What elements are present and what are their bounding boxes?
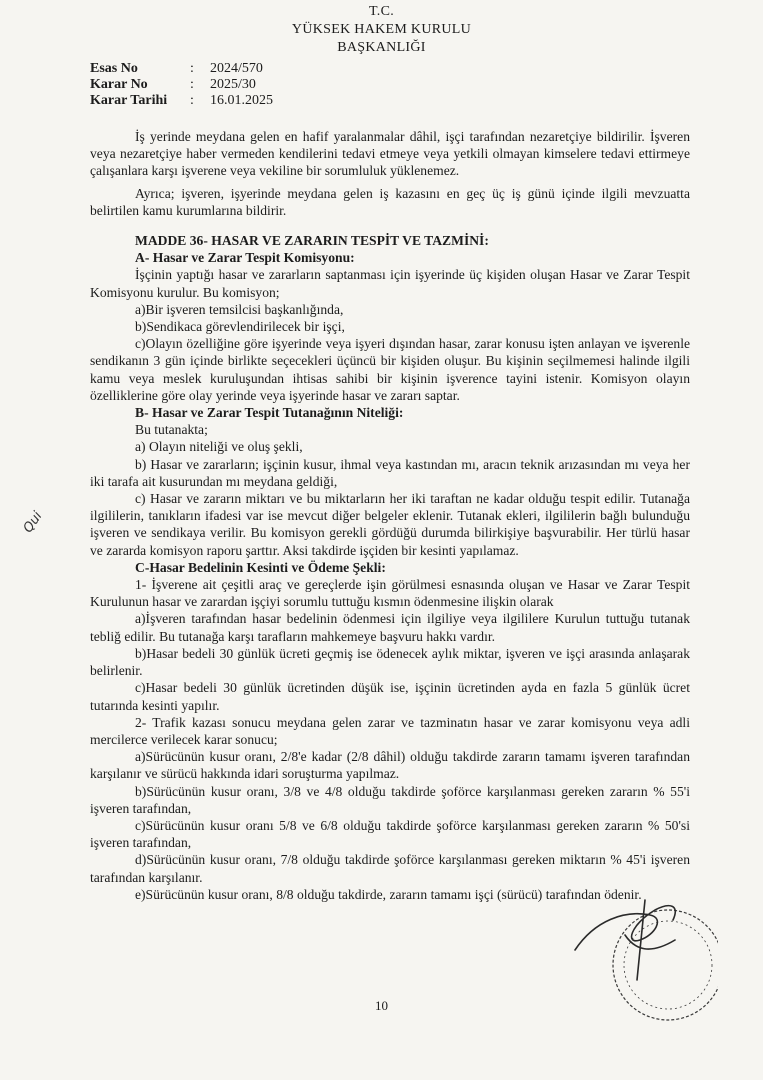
section-a-item-a: a)Bir işveren temsilcisi başkanlığında, — [135, 301, 344, 317]
handwritten-margin-note: Qui — [20, 509, 46, 536]
case-number-row — [90, 61, 273, 77]
case-number-value: 2024/570 — [210, 61, 263, 76]
section-c-item-2a: a)Sürücünün kusur oranı, 2/8'e kadar (2/8 dâhil) olduğu takdirde zararın tamamı işveren tarafından karşılanır ve sürücü hakkında idari soruşturma yapılmaz. — [90, 749, 690, 782]
decision-date-label: Karar Tarihi — [90, 93, 168, 108]
section-c-item-1c: c)Hasar bedeli 30 günlük ücretinden düşük ise, işçinin ücretinden ayda en fazla 5 günlük ücret tutarında kesinti yapılır. — [90, 680, 690, 713]
decision-number-value: 2025/30 — [210, 77, 256, 92]
section-b-item-a: a) Olayın niteliği ve oluş şekli, — [135, 439, 303, 455]
section-a-intro: İşçinin yaptığı hasar ve zararların saptanması için işyerinde üç kişiden oluşan Hasar ve Zarar Tespit Komisyonu kurulur. Bu komisyon; — [90, 267, 690, 300]
decision-date-colon: : — [190, 93, 194, 108]
case-number-colon: : — [190, 61, 194, 76]
section-c-item-1b: b)Hasar bedeli 30 günlük ücreti geçmiş ise ödenecek aylık miktar, işveren ve işçi arasında anlaşarak belirlenir. — [90, 645, 690, 679]
section-b-intro: Bu tutanakta; — [135, 422, 208, 438]
paragraph-injury-report: İş yerinde meydana gelen en hafif yaralanmalar dâhil, işçi tarafından nezaretçiye bildirilir. İşveren veya nezaretçiye haber vermeden kendilerini tedavi etmeye veya yetkili olmayan kimselere tedavi ettirmeye çalışanlara karşı işverene veya vekiline bir sorumluluk yüklenemez. — [90, 129, 690, 179]
section-c-item-1: 1- İşverene ait çeşitli araç ve gereçlerde işin görülmesi esnasında oluşan ve Hasar ve Zarar Tespit Kurulunun hasar ve zarardan işçiyi sorumlu tuttuğu kısmın ödenmesine ilişkin olarak — [90, 577, 690, 610]
header-tc: T.C. — [368, 4, 395, 19]
section-c-title: C-Hasar Bedelinin Kesinti ve Ödeme Şekli: — [135, 559, 386, 575]
section-c-item-2: 2- Trafik kazası sonucu meydana gelen zarar ve tazminatın hasar ve zarar komisyonu veya adli mercilerce verilecek karar sonucu; — [90, 714, 690, 747]
section-b-title: B- Hasar ve Zarar Tespit Tutanağının Niteliği: — [135, 405, 404, 421]
section-c-item-2d: d)Sürücünün kusur oranı, 7/8 olduğu takdirde şoförce karşılanması gereken miktarın % 45'i işveren tarafından karşılanır. — [90, 852, 690, 885]
decision-number-colon: : — [190, 77, 194, 92]
handwritten-signature — [555, 880, 695, 990]
section-c-item-2c: c)Sürücünün kusur oranı 5/8 ve 6/8 olduğu takdirde şoförce karşılanması gereken zararın % 50'si işveren tarafından, — [90, 817, 690, 851]
page-number: 10 — [375, 998, 388, 1013]
section-c-item-1a: a)İşveren tarafından hasar bedelinin ödenmesi için ilgiliye veya ilgililere Kurulun tuttuğu tutanak tebliğ edilir. Bu tutanağa karşı tarafların mahkemeye başvuru hakkı vardır. — [90, 611, 690, 644]
decision-date-value: 16.01.2025 — [210, 93, 273, 108]
decision-date-row — [90, 93, 273, 109]
case-info — [90, 61, 273, 109]
case-number-label: Esas No — [90, 61, 138, 76]
header-institution: YÜKSEK HAKEM KURULU — [291, 22, 472, 37]
section-a-item-c: c)Olayın özelliğine göre işyerinde veya işyeri dışından hasar, zarar konusu işten anlayan ve işverenle sendikanın 3 gün içinde birlikte seçecekleri üçüncü bir kişiden oluşur. Bu kişinin seçilmemesi halinde ilgili kamu veya meslek kuruluşundan ihtisas sahibi bir kişinin işverence tayini istenir. Komisyon olayın özelliklerine göre olay yerinde veya işyerinde hasar ve zararı saptar. — [90, 336, 690, 403]
document-body — [90, 128, 690, 903]
decision-number-row — [90, 77, 273, 93]
decision-number-label: Karar No — [90, 77, 148, 92]
paragraph-accident-notification: Ayrıca; işveren, işyerinde meydana gelen iş kazasını en geç üç iş günü içinde ilgili mevzuatta belirtilen kamu kurumlarına bildirir. — [90, 185, 690, 218]
section-a-item-b: b)Sendikaca görevlendirilecek bir işçi, — [135, 319, 345, 335]
section-b-item-c: c) Hasar ve zararın miktarı ve bu miktarların her iki taraftan ne kadar olduğu tespit edilir. Tutanağa ilgililerin, tanıkların ifadesi var ise mevcut diğer belgeler eklenir. Tutanak ekleri, ilgililerin bağlı bulunduğu işveren ve sendikaya verilir. Bu komisyon gerekli gördüğü durumda bilirkişiye başvurabilir. Her türlü hasar ve zararda komisyon raporu şarttır. Aksi takdirde işçiden bir kesinti yapılamaz. — [90, 491, 690, 558]
section-b-item-b: b) Hasar ve zararların; işçinin kusur, ihmal veya kastından mı, aracın teknik arızasından mı veya her iki tarafa ait kusurundan mı meydana geldiği, — [90, 456, 690, 489]
section-c-item-2e: e)Sürücünün kusur oranı, 8/8 olduğu takdirde, zararın tamamı işçi (sürücü) tarafından ödenir. — [135, 886, 642, 902]
header-presidency: BAŞKANLIĞI — [337, 40, 426, 55]
section-a-title: A- Hasar ve Zarar Tespit Komisyonu: — [135, 250, 355, 266]
article-36-title: MADDE 36- HASAR VE ZARARIN TESPİT VE TAZMİNİ: — [135, 233, 489, 249]
section-c-item-2b: b)Sürücünün kusur oranı, 3/8 ve 4/8 olduğu takdirde şoförce karşılanması gereken zararın % 55'i işveren tarafından, — [90, 783, 690, 816]
